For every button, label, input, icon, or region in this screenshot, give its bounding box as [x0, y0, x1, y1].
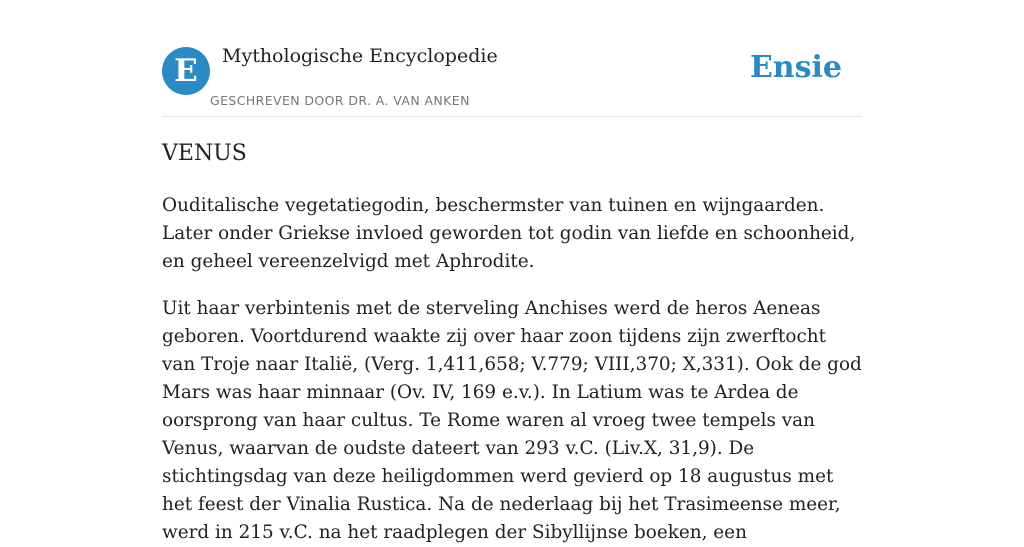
- entry-title: VENUS: [162, 141, 247, 166]
- paragraph: Ouditalische vegetatiegodin, beschermster van tuinen en wijngaarden. Later onder Griekse invloed geworden tot godin van liefde en schoonheid, en geheel vereenzelvigd met Aphrodite.: [162, 195, 856, 272]
- brand-logo[interactable]: Ensie: [749, 50, 842, 85]
- publication-logo[interactable]: E: [162, 47, 210, 95]
- publication-title[interactable]: Mythologische Encyclopedie: [222, 45, 498, 67]
- article-body: [162, 136, 862, 547]
- site-header: [162, 0, 862, 117]
- author-byline: GESCHREVEN DOOR DR. A. VAN ANKEN: [210, 93, 470, 108]
- paragraph: Uit haar verbintenis met de sterveling Anchises werd de heros Aeneas geboren. Voortdurend waakte zij over haar zoon tijdens zijn zwerftocht van Troje naar Italië, (Verg. 1,411,658; V.779; VIII,370; X,331). Ook de god Mars was haar minnaar (Ov. IV, 169 e.v.). In Latium was te Ardea de oorsprong van haar cultus. Te Rome waren al vroeg twee tempels van Venus, waarvan de oudste dateert van 293 v.C. (Liv.X, 31,9). De stichtingsdag van deze heiligdommen werd gevierd op 18 augustus met het feest der Vinalia Rustica. Na de nederlaag bij het Trasimeense meer, werd in 215 v.C. na het raadplegen der Sibyllijnse boeken, een: [162, 298, 862, 543]
